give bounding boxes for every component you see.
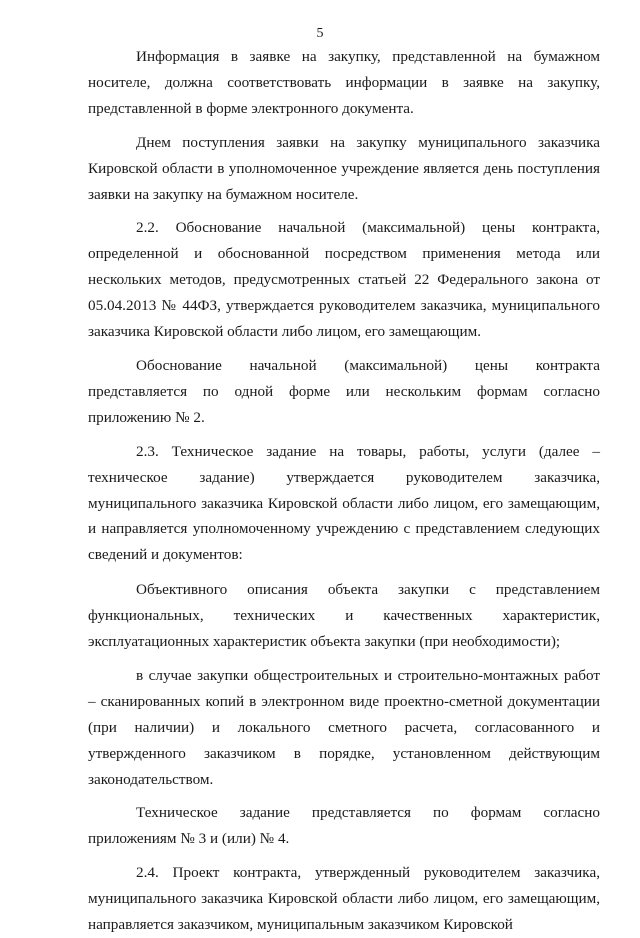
paragraph-2-2-price-justification: 2.2. Обоснование начальной (максимальной) цены контракта, определенной и обоснованной посредством применения метода или нескольких методов, предусмотренных статьей 22 Федерального закона от 05.04.2013 № 44ФЗ, утверждается руководителем заказчика, муниципального заказчика Кировской области либо лицом, его замещающим. [88,219,600,341]
paragraph-technical-task-forms: Техническое задание представляется по формам согласно приложениям № 3 и (или) № 4. [88,804,600,848]
document-body [88,44,600,938]
paragraph-construction-works: в случае закупки общестроительных и строительно-монтажных работ – сканированных копий в электронном виде проектно-сметной документации (при наличии) и локального сметного расчета, согласованного и утвержденного заказчиком в порядке, установленном действующим законодательством. [88,666,600,788]
paragraph-receipt-day: Днем поступления заявки на закупку муниципального заказчика Кировской области в уполномоченное учреждение является день поступления заявки на закупку на бумажном носителе. [88,133,600,203]
paragraph-2-3-technical-task: 2.3. Техническое задание на товары, работы, услуги (далее – техническое задание) утверждается руководителем заказчика, муниципального заказчика Кировской области либо лицом, его замещающим, и направляется уполномоченному учреждению с представлением следующих сведений и документов: [88,442,600,564]
page-number: 5 [316,26,324,41]
paragraph-price-forms: Обоснование начальной (максимальной) цены контракта представляется по одной форме или нескольким формам согласно приложению № 2. [88,356,600,426]
paragraph-2-4-contract-draft: 2.4. Проект контракта, утвержденный руководителем заказчика, муниципального заказчика Кировской области либо лицом, его замещающим, направляется заказчиком, муниципальным заказчиком Кировской [88,864,600,934]
paragraph-object-description: Объективного описания объекта закупки с представлением функциональных, технических и качественных характеристик, эксплуатационных характеристик объекта закупки (при необходимости); [88,581,600,651]
paragraph-info-paper: Информация в заявке на закупку, представленной на бумажном носителе, должна соответствовать информации в заявке на закупку, представленной в форме электронного документа. [88,48,600,117]
